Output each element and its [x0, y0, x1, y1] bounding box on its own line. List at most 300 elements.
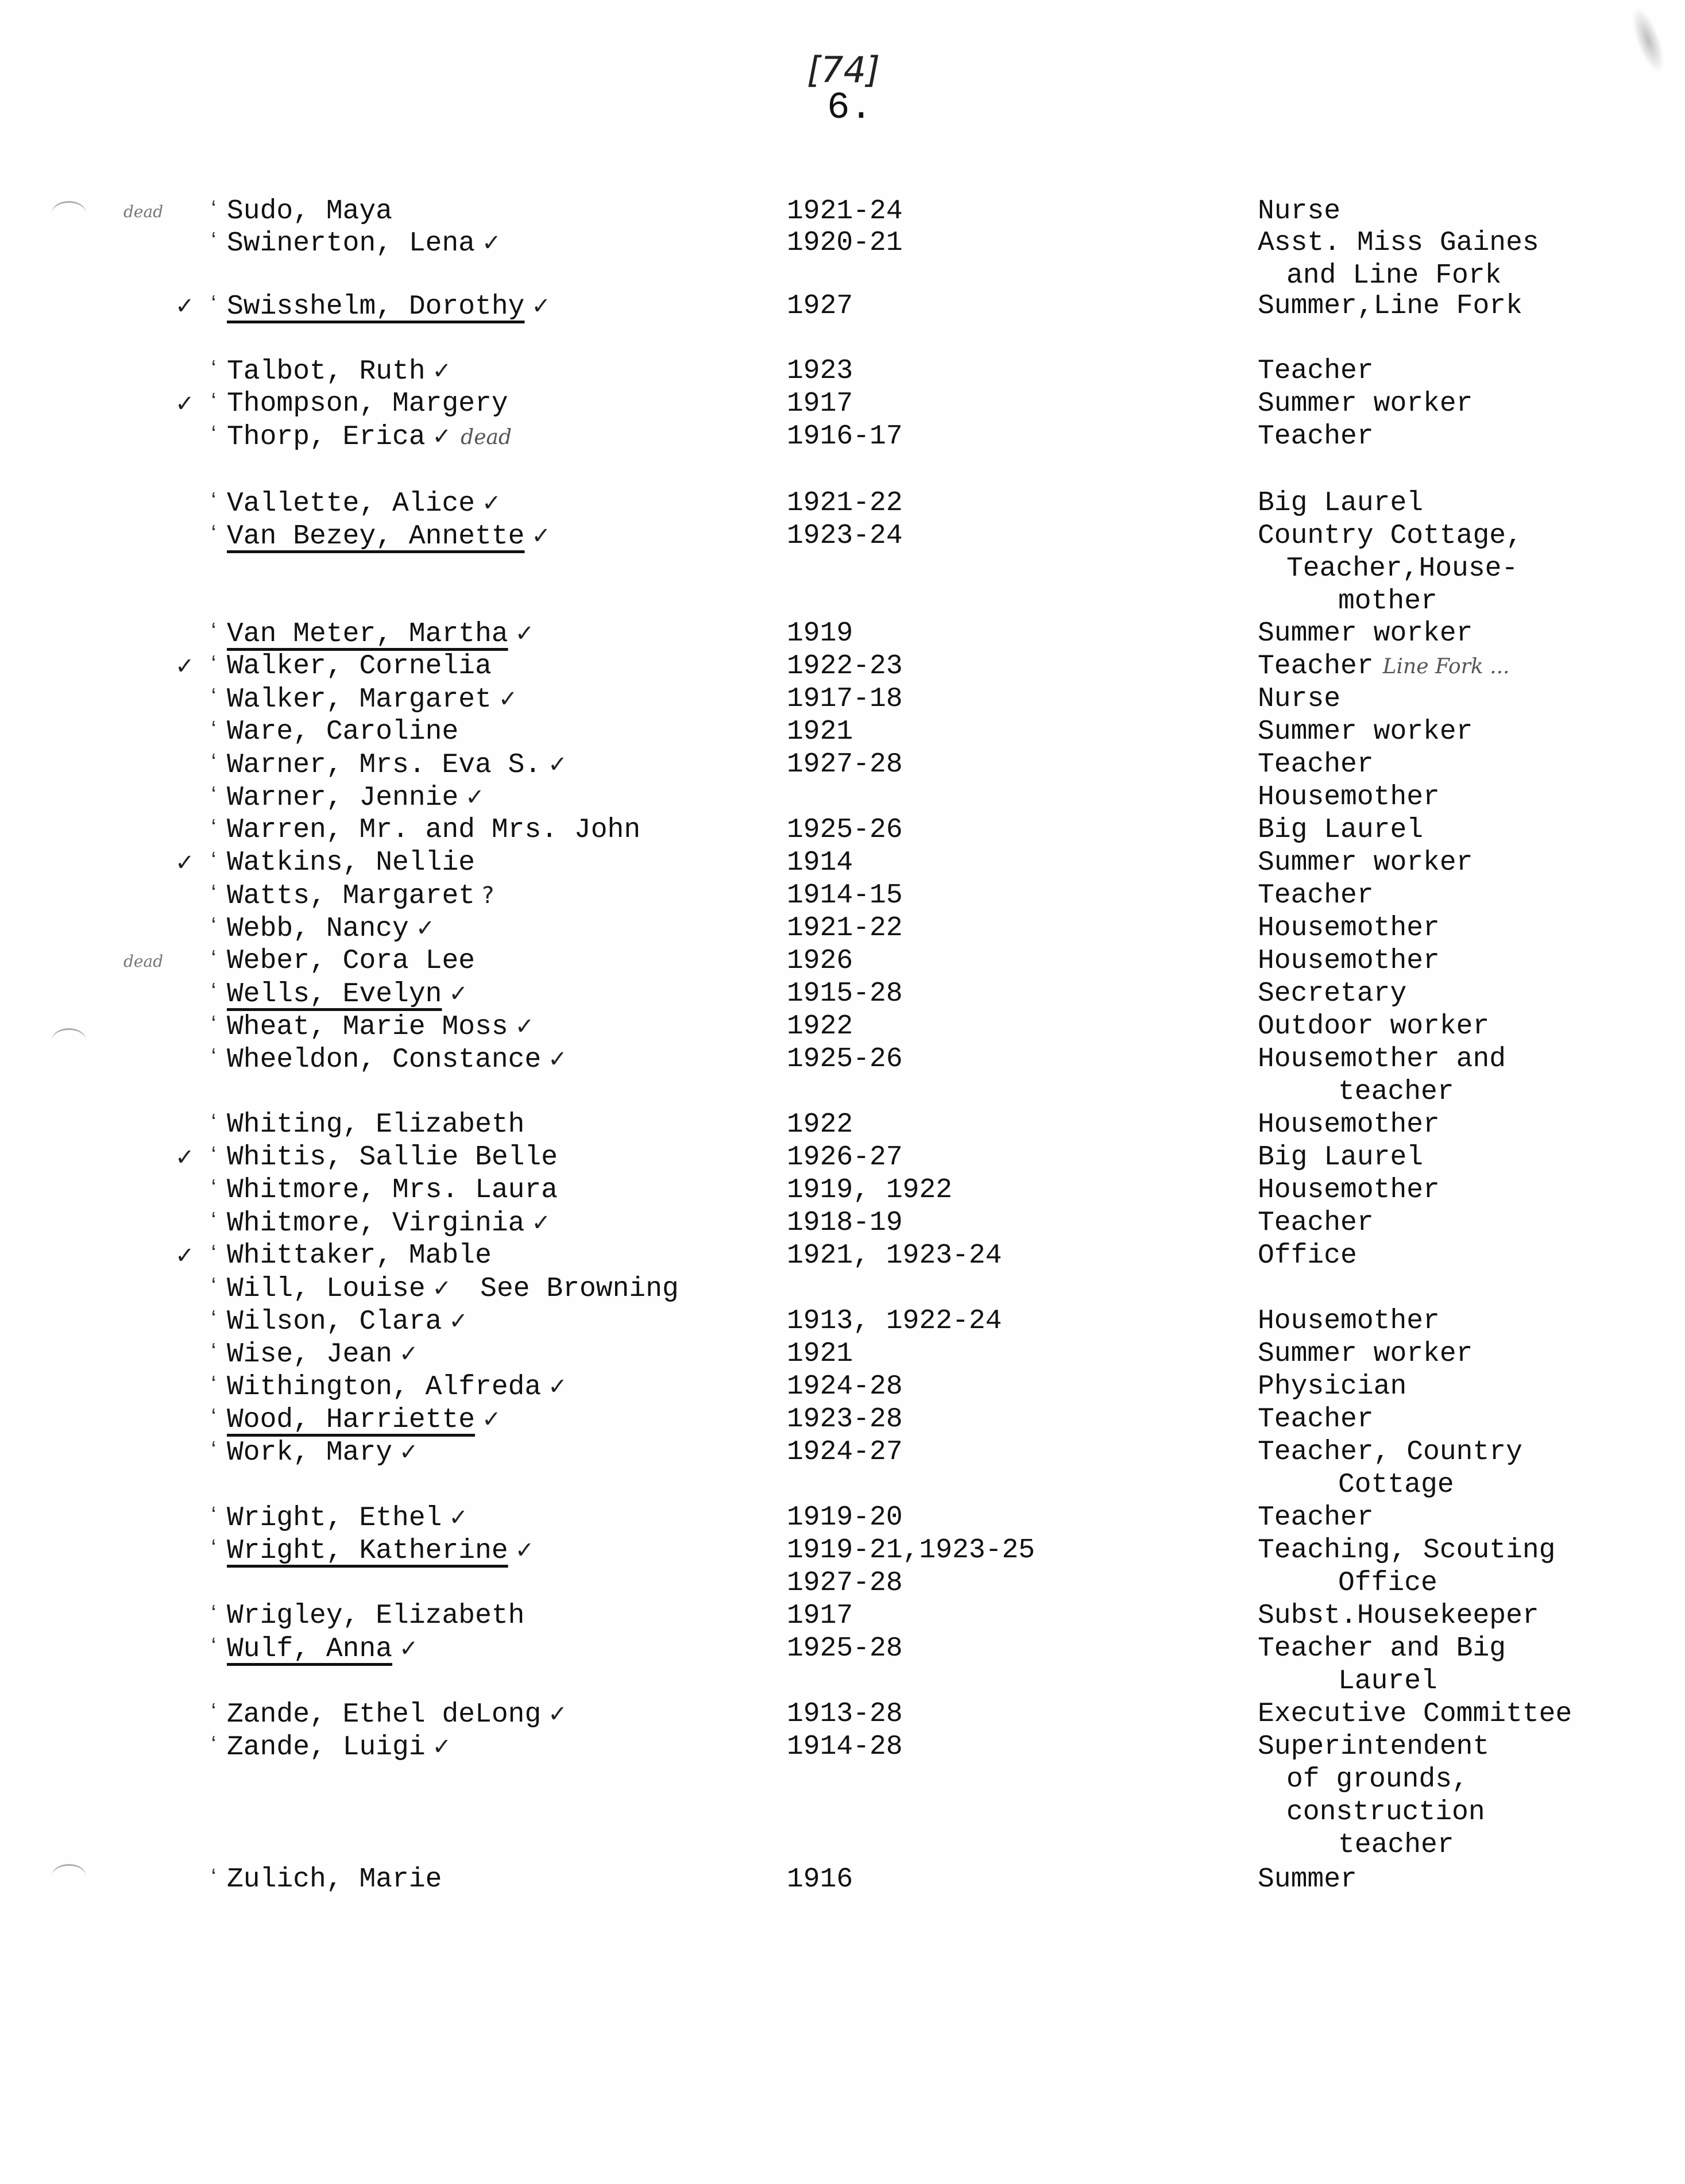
entry-years: [787, 683, 903, 716]
role-text: Teacher: [1258, 651, 1374, 682]
role-line-continued: [1258, 260, 1539, 292]
years-text: 1925-28: [787, 1633, 903, 1664]
entry-name: [227, 1043, 772, 1076]
tick-mark: ʻ: [207, 817, 221, 843]
entry-role: [1258, 1371, 1406, 1403]
check-icon: ✓: [449, 1308, 468, 1334]
role-line: [1258, 520, 1522, 553]
role-text: and Line Fork: [1286, 260, 1502, 291]
tick-mark: ʻ: [207, 916, 221, 941]
check-icon: ✓: [531, 293, 551, 319]
years-text: 1917: [787, 1600, 853, 1631]
tick-mark: ʻ: [207, 491, 221, 516]
entry-years: [787, 1600, 853, 1633]
entry-name: [227, 1534, 772, 1568]
entry-name: [227, 1436, 772, 1469]
entry-name-text: Watts, Margaret: [227, 881, 476, 912]
role-line: [1258, 487, 1423, 520]
entry-role: [1258, 978, 1406, 1010]
role-text: Housemother: [1258, 913, 1440, 944]
role-line: [1258, 1240, 1357, 1272]
years-text: 1914-15: [787, 880, 903, 911]
role-text: Summer worker: [1258, 847, 1473, 878]
check-icon: ✓: [482, 1406, 501, 1433]
entry-years: [787, 1305, 1002, 1338]
entry-role: [1258, 1534, 1555, 1600]
role-text: Physician: [1258, 1371, 1407, 1402]
entry-name: [227, 1207, 772, 1240]
tick-mark: ʻ: [207, 294, 221, 319]
role-line: [1258, 781, 1440, 814]
check-icon: ✓: [432, 1734, 452, 1760]
entry-name-text: Weber, Cora Lee: [227, 946, 476, 977]
entry-years: [787, 748, 903, 781]
role-line: [1258, 814, 1423, 847]
entry-name-text: Wulf, Anna: [227, 1634, 393, 1665]
years-text: 1920-21: [787, 227, 903, 258]
role-text: Housemother: [1258, 1109, 1440, 1140]
role-text: mother: [1338, 586, 1437, 617]
years-text: 1922: [787, 1109, 853, 1140]
tick-mark: ʻ: [207, 1440, 221, 1465]
years-text: 1921-22: [787, 488, 903, 519]
entry-name-text: Wells, Evelyn: [227, 979, 442, 1010]
entry-name-text: Walker, Cornelia: [227, 651, 492, 682]
role-text: Outdoor worker: [1258, 1011, 1490, 1042]
entry-years: [787, 716, 853, 748]
role-text: Teaching, Scouting: [1258, 1535, 1556, 1566]
check-icon: ✓: [548, 1701, 567, 1727]
entry-name: [227, 1338, 772, 1371]
role-line: [1258, 716, 1473, 748]
role-text: Laurel: [1338, 1666, 1437, 1697]
entry-years: [787, 1633, 903, 1665]
years-text: 1924-27: [787, 1437, 903, 1468]
years-text: 1921: [787, 1338, 853, 1369]
entry-name: [227, 1272, 772, 1306]
role-text: of grounds,: [1286, 1764, 1468, 1795]
years-text: 1919: [787, 618, 853, 649]
check-icon: ✓: [498, 686, 518, 712]
entry-name: [227, 879, 772, 913]
years-text: 1919-21,1923-25: [787, 1535, 1035, 1566]
entry-name: [227, 1010, 772, 1044]
role-line: [1258, 1403, 1374, 1436]
role-line: [1258, 1305, 1440, 1338]
entry-role: [1258, 1863, 1357, 1896]
entry-name-text: Sudo, Maya: [227, 196, 393, 227]
years-text: 1921: [787, 716, 853, 747]
role-line-continued: [1258, 585, 1522, 618]
entry-years: [787, 1534, 1035, 1600]
entry-name-text: Whiting, Elizabeth: [227, 1109, 525, 1140]
entry-name-text: Zande, Luigi: [227, 1732, 426, 1763]
role-text: Summer: [1258, 1864, 1357, 1895]
entry-name: [227, 520, 772, 553]
check-icon: ✓: [399, 1341, 419, 1367]
entry-role: [1258, 683, 1340, 716]
role-line: [1258, 978, 1406, 1010]
years-text: 1926-27: [787, 1142, 903, 1173]
tick-mark: ʻ: [207, 424, 221, 450]
years-text: 1921-22: [787, 913, 903, 944]
entry-name-text: Wright, Katherine: [227, 1535, 508, 1566]
role-text: Big Laurel: [1258, 1142, 1424, 1173]
entry-role: [1258, 1141, 1423, 1174]
entry-years: [787, 847, 853, 879]
role-text: Housemother: [1258, 1306, 1440, 1337]
tick-mark: ʻ: [207, 654, 221, 680]
role-line: [1258, 1731, 1489, 1764]
entry-role: [1258, 912, 1440, 945]
entry-years: [787, 618, 853, 650]
tick-mark: ʻ: [207, 1867, 221, 1893]
entry-name-text: Van Bezey, Annette: [227, 521, 525, 552]
tick-mark: ʻ: [207, 523, 221, 549]
entry-name: [227, 1502, 772, 1535]
entry-role: [1258, 1207, 1374, 1240]
tick-mark: ʻ: [207, 1701, 221, 1727]
entry-name-text: Wheeldon, Constance: [227, 1044, 542, 1075]
years-text: 1923-24: [787, 520, 903, 551]
entry-name-text: Webb, Nancy: [227, 913, 409, 944]
entry-years: [787, 290, 853, 323]
role-text: Nurse: [1258, 684, 1341, 715]
entry-name: [227, 1109, 772, 1141]
entry-years: [787, 227, 903, 260]
role-line: [1258, 1863, 1357, 1896]
check-icon: ✓: [515, 620, 535, 647]
entry-years: [787, 1863, 853, 1896]
check-icon: ✓: [399, 1635, 419, 1662]
entry-years: [787, 1436, 903, 1469]
entry-years: [787, 388, 853, 420]
role-line: [1258, 1174, 1440, 1207]
entry-name-text: Work, Mary: [227, 1437, 393, 1468]
years-text: 1923: [787, 356, 853, 387]
entry-years: [787, 1731, 903, 1764]
role-text: Big Laurel: [1258, 815, 1424, 846]
entry-name-text: Wrigley, Elizabeth: [227, 1600, 525, 1631]
entry-name-text: Whittaker, Mable: [227, 1240, 492, 1271]
entry-years: [787, 1403, 903, 1436]
entry-years: [787, 879, 903, 912]
years-text: 1917: [787, 388, 853, 419]
entry-years: [787, 1240, 1002, 1272]
entry-name-text: Vallette, Alice: [227, 488, 476, 519]
left-check-icon: ✓: [175, 293, 195, 319]
entry-role: [1258, 1109, 1440, 1141]
entry-name-text: Swinerton, Lena: [227, 228, 476, 259]
entry-role: [1258, 420, 1374, 453]
years-text: 1921, 1923-24: [787, 1240, 1002, 1271]
tick-mark: ʻ: [207, 1178, 221, 1203]
check-icon: ✓: [531, 523, 551, 549]
role-text: Executive Committee: [1258, 1699, 1572, 1730]
tick-mark: ʻ: [207, 1112, 221, 1138]
entry-name: [227, 618, 772, 651]
entry-name: [227, 716, 772, 748]
role-text: Teacher: [1258, 421, 1374, 452]
entry-role: [1258, 1043, 1506, 1109]
question-mark: ?: [482, 882, 494, 909]
role-line-continued: [1258, 553, 1522, 585]
entry-name-text: Whitis, Sallie Belle: [227, 1142, 558, 1173]
role-line: [1258, 1698, 1572, 1731]
role-text: Asst. Miss Gaines: [1258, 227, 1539, 258]
role-line: [1258, 1534, 1555, 1567]
entry-name-text: Warner, Mrs. Eva S.: [227, 750, 542, 781]
role-text: Office: [1338, 1568, 1437, 1599]
entry-role: [1258, 1174, 1440, 1207]
entry-name: [227, 814, 772, 847]
entry-role: [1258, 1403, 1374, 1436]
tick-mark: ʻ: [207, 621, 221, 647]
entry-years: [787, 814, 903, 847]
years-text: 1918-19: [787, 1207, 903, 1238]
entry-years: [787, 1010, 853, 1043]
entry-name: [227, 1305, 772, 1338]
role-line-continued: [1258, 1665, 1506, 1698]
entry-name: [227, 1731, 772, 1764]
left-check-icon: ✓: [175, 391, 195, 417]
entry-name: [227, 978, 772, 1011]
check-icon: ✓: [515, 1537, 535, 1564]
entry-name-text: Whitmore, Virginia: [227, 1208, 525, 1239]
role-line: [1258, 1502, 1374, 1534]
tick-mark: ʻ: [207, 785, 221, 811]
entry-role: [1258, 1731, 1489, 1862]
entry-years: [787, 1338, 853, 1371]
entry-name-text: Whitmore, Mrs. Laura: [227, 1175, 558, 1206]
role-text: Big Laurel: [1258, 488, 1424, 519]
role-text: Superintendent: [1258, 1731, 1490, 1762]
entry-years: [787, 1698, 903, 1731]
entry-years: [787, 520, 903, 553]
role-line: [1258, 1141, 1423, 1174]
entry-name: [227, 1698, 772, 1731]
role-line: [1258, 618, 1473, 650]
entry-name-text: Will, Louise: [227, 1274, 426, 1305]
entry-name: [227, 290, 772, 323]
entry-role: [1258, 388, 1473, 420]
role-text: Summer,Line Fork: [1258, 291, 1522, 322]
left-check-icon: ✓: [175, 1243, 195, 1269]
entry-name-text: Wilson, Clara: [227, 1306, 442, 1337]
handwritten-note: Line Fork ...: [1382, 655, 1510, 678]
tick-mark: ʻ: [207, 719, 221, 745]
role-line: [1258, 1043, 1506, 1076]
entry-name: [227, 1141, 772, 1174]
role-line: [1258, 1371, 1406, 1403]
tick-mark: ʻ: [207, 1407, 221, 1433]
check-icon: ✓: [548, 751, 567, 778]
years-text: 1927-28: [787, 749, 903, 780]
check-icon: ✓: [465, 784, 485, 811]
entry-role: [1258, 945, 1440, 978]
role-line-continued: [1258, 1796, 1489, 1829]
role-text: Secretary: [1258, 978, 1407, 1009]
role-text: Teacher, Country: [1258, 1437, 1522, 1468]
entry-role: [1258, 814, 1423, 847]
years-text: 1922: [787, 1011, 853, 1042]
handwritten-note: dead: [461, 426, 512, 449]
tick-mark: ʻ: [207, 752, 221, 778]
check-icon: ✓: [432, 423, 452, 450]
tick-mark: ʻ: [207, 1309, 221, 1334]
role-text: Teacher: [1258, 1207, 1374, 1238]
role-line: [1258, 1207, 1374, 1240]
entry-name-text: Wise, Jean: [227, 1339, 393, 1370]
role-text: Summer worker: [1258, 388, 1473, 419]
role-text: Housemother and: [1258, 1044, 1506, 1075]
entry-role: [1258, 781, 1440, 814]
entry-role: [1258, 1600, 1539, 1633]
tick-mark: ʻ: [207, 230, 221, 256]
role-text: Subst.Housekeeper: [1258, 1600, 1539, 1631]
entry-role: [1258, 1240, 1357, 1272]
role-line: [1258, 420, 1374, 453]
years-text: 1919, 1922: [787, 1175, 953, 1206]
role-line: [1258, 683, 1340, 716]
entry-years: [787, 487, 903, 520]
entry-years: [787, 1371, 903, 1403]
role-line: [1258, 1600, 1539, 1633]
years-text: 1927: [787, 291, 853, 322]
years-text: 1916: [787, 1864, 853, 1895]
entry-role: [1258, 290, 1522, 323]
years-text: 1919-20: [787, 1502, 903, 1533]
role-text: Office: [1258, 1240, 1357, 1271]
entry-role: [1258, 650, 1509, 683]
tick-mark: ʻ: [207, 1341, 221, 1367]
role-text: Country Cottage,: [1258, 520, 1522, 551]
role-text: teacher: [1338, 1830, 1454, 1861]
entry-name-text: Zulich, Marie: [227, 1864, 442, 1895]
tick-mark: ʻ: [207, 1014, 221, 1040]
entry-name-text: Zande, Ethel deLong: [227, 1699, 542, 1730]
tick-mark: ʻ: [207, 883, 221, 909]
role-text: Teacher: [1258, 356, 1374, 387]
check-icon: ✓: [531, 1210, 551, 1236]
entry-years: [787, 1174, 952, 1207]
entry-name-text: Swisshelm, Dorothy: [227, 291, 525, 322]
folio-number: [74]: [807, 49, 880, 91]
entry-name: [227, 355, 772, 388]
tick-mark: ʻ: [207, 981, 221, 1007]
role-line-continued: [1258, 1076, 1506, 1109]
entry-name-text: Watkins, Nellie: [227, 847, 476, 878]
entry-name: [227, 1174, 772, 1207]
entry-years: [787, 420, 903, 453]
entry-name-text: Ware, Caroline: [227, 716, 459, 747]
entry-name-text: Withington, Alfreda: [227, 1372, 542, 1403]
role-line-continued: [1258, 1764, 1489, 1796]
entry-name-text: Wheat, Marie Moss: [227, 1012, 508, 1043]
role-text: Teacher,House-: [1286, 553, 1518, 584]
entry-name: [227, 388, 772, 420]
role-line: [1258, 1633, 1506, 1665]
entry-name: [227, 650, 772, 683]
entry-name: [227, 1600, 772, 1633]
entry-years: [787, 1109, 853, 1141]
years-text: 1925-26: [787, 815, 903, 846]
entry-name-text: Walker, Margaret: [227, 684, 492, 715]
tick-mark: ʻ: [207, 1734, 221, 1760]
role-line-continued: [1258, 1829, 1489, 1862]
scan-smudge: [1626, 4, 1671, 76]
role-line: [1258, 1109, 1440, 1141]
entry-role: [1258, 1633, 1506, 1698]
role-text: Teacher: [1258, 1404, 1374, 1435]
entry-name: [227, 847, 772, 879]
entry-role: [1258, 1436, 1522, 1502]
check-icon: ✓: [432, 1275, 452, 1302]
tick-mark: ʻ: [207, 1636, 221, 1662]
entry-role: [1258, 748, 1374, 781]
entry-name-text: Talbot, Ruth: [227, 356, 426, 387]
role-text: Teacher and Big: [1258, 1633, 1506, 1664]
entry-name-text: Wright, Ethel: [227, 1503, 442, 1534]
role-text: Nurse: [1258, 196, 1341, 227]
check-icon: ✓: [449, 1504, 468, 1531]
tick-mark: ʻ: [207, 850, 221, 876]
page-number: 6.: [827, 86, 873, 129]
entry-name-text: Van Meter, Martha: [227, 619, 508, 650]
role-line: [1258, 290, 1522, 323]
years-text: 1916-17: [787, 421, 903, 452]
check-icon: ✓: [432, 358, 452, 384]
tick-mark: ʻ: [207, 1374, 221, 1400]
years-text: 1924-28: [787, 1371, 903, 1402]
role-line: [1258, 1010, 1489, 1043]
role-line: [1258, 879, 1374, 912]
role-line: [1258, 388, 1473, 420]
entry-years: [787, 912, 903, 945]
margin-note: dead: [123, 202, 164, 221]
entry-role: [1258, 618, 1473, 650]
entry-name: [227, 912, 772, 946]
entry-name-text: Warner, Jennie: [227, 782, 459, 813]
tick-mark: ʻ: [207, 948, 221, 974]
role-line: [1258, 355, 1374, 388]
entry-name: [227, 748, 772, 782]
entry-role: [1258, 1698, 1572, 1731]
check-icon: ✓: [415, 915, 435, 941]
entry-name: [227, 1371, 772, 1404]
tick-mark: ʻ: [207, 1538, 221, 1564]
tick-mark: ʻ: [207, 1243, 221, 1269]
years-text: 1926: [787, 946, 853, 977]
entry-role: [1258, 847, 1473, 879]
entry-years: [787, 945, 853, 978]
entry-years: [787, 1141, 903, 1174]
years-text: 1914-28: [787, 1731, 903, 1762]
role-text: construction: [1286, 1797, 1485, 1828]
tick-mark: ʻ: [207, 1047, 221, 1072]
entry-name: [227, 683, 772, 716]
entry-years: [787, 1207, 903, 1240]
entry-name: [227, 487, 772, 520]
entry-name-text: Warren, Mr. and Mrs. John: [227, 815, 641, 846]
entry-role: [1258, 1010, 1489, 1043]
entry-years: [787, 195, 903, 228]
role-line-continued: [1258, 1469, 1522, 1502]
left-check-icon: ✓: [175, 1144, 195, 1171]
role-line-continued: [1258, 1567, 1555, 1600]
tick-mark: ʻ: [207, 1145, 221, 1171]
entry-role: [1258, 1305, 1440, 1338]
